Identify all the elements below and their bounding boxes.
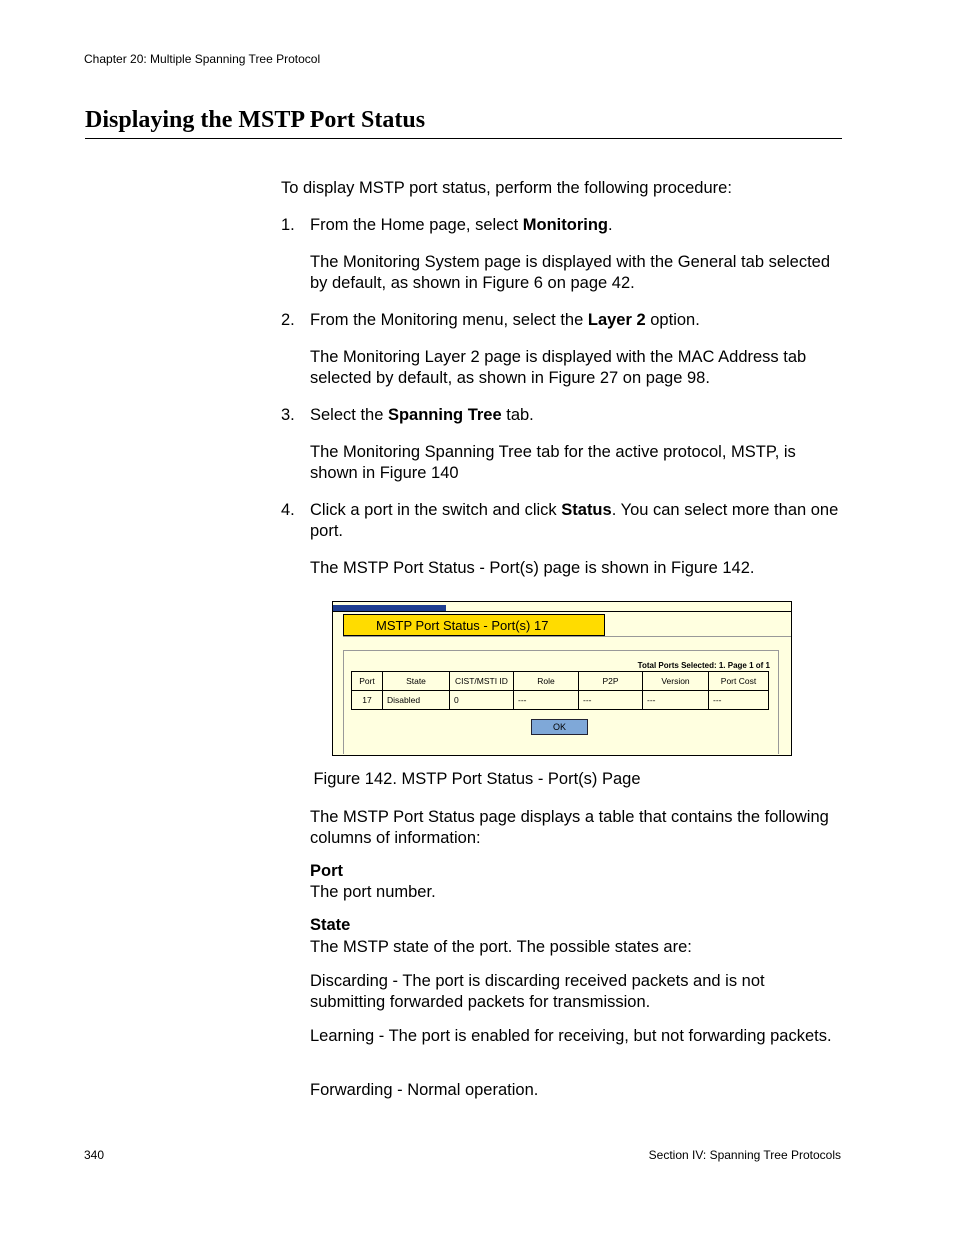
state-description: Learning - The port is enabled for receiving, but not forwarding packets. — [310, 1027, 832, 1045]
column-header: Role — [514, 672, 579, 691]
intro-text: To display MSTP port status, perform the following procedure: — [281, 179, 732, 197]
section-footer: Section IV: Spanning Tree Protocols — [648, 1148, 841, 1162]
column-header: CIST/MSTI ID — [450, 672, 514, 691]
table-cell: 0 — [450, 691, 514, 710]
step-text: From the Monitoring menu, select the Layer 2 option. — [310, 311, 700, 329]
ok-button[interactable]: OK — [531, 719, 588, 735]
state-description: Forwarding - Normal operation. — [310, 1081, 539, 1099]
column-header: Version — [643, 672, 709, 691]
port-status-tab[interactable]: MSTP Port Status - Port(s) 17 — [343, 614, 605, 636]
step-number: 4. — [281, 501, 295, 519]
page-number: 340 — [84, 1148, 105, 1162]
running-header: Chapter 20: Multiple Spanning Tree Protocol — [84, 52, 321, 66]
step-text: Click a port in the switch and click Status. You can select more than one port. — [310, 501, 839, 540]
figure-screenshot — [332, 601, 792, 756]
column-header: Port — [352, 672, 383, 691]
step-number: 1. — [281, 216, 295, 234]
total-ports-label: Total Ports Selected: 1. Page 1 of 1 — [637, 661, 770, 670]
table-cell: 17 — [352, 691, 383, 710]
table-cell: --- — [579, 691, 643, 710]
step-note: The Monitoring Spanning Tree tab for the active protocol, MSTP, is shown in Figure 140 — [310, 443, 796, 482]
figure-caption: Figure 142. MSTP Port Status - Port(s) Page — [313, 770, 641, 788]
table-row — [352, 691, 769, 710]
definition-desc: The MSTP state of the port. The possible states are: — [310, 938, 692, 956]
step-note: The Monitoring System page is displayed with the General tab selected by default, as shown in Figure 6 on page 42. — [310, 253, 831, 292]
column-header: State — [383, 672, 450, 691]
table-cell: --- — [643, 691, 709, 710]
table-cell: --- — [709, 691, 769, 710]
step-text: Select the Spanning Tree tab. — [310, 406, 534, 424]
column-header: Port Cost — [709, 672, 769, 691]
step-note: The Monitoring Layer 2 page is displayed with the MAC Address tab selected by default, as shown in Figure 27 on page 98. — [310, 348, 807, 387]
step-number: 2. — [281, 311, 295, 329]
paragraph: The MSTP Port Status page displays a table that contains the following columns of information: — [310, 808, 829, 847]
step-text: From the Home page, select Monitoring. — [310, 216, 613, 234]
step-note: The MSTP Port Status - Port(s) page is shown in Figure 142. — [310, 559, 755, 577]
table-header-row — [352, 672, 769, 691]
definition-term: State — [310, 916, 351, 934]
table-cell: --- — [514, 691, 579, 710]
table-cell: Disabled — [383, 691, 450, 710]
figure-panel — [343, 650, 779, 754]
definition-desc: The port number. — [310, 883, 436, 901]
section-title: Displaying the MSTP Port Status — [85, 107, 842, 139]
port-status-table — [351, 671, 769, 710]
state-description: Discarding - The port is discarding received packets and is not submitting forwarded packets for transmission. — [310, 972, 765, 1011]
definition-term: Port — [310, 862, 343, 880]
step-number: 3. — [281, 406, 295, 424]
figure-divider — [333, 611, 791, 612]
tab-underline — [343, 636, 791, 637]
column-header: P2P — [579, 672, 643, 691]
